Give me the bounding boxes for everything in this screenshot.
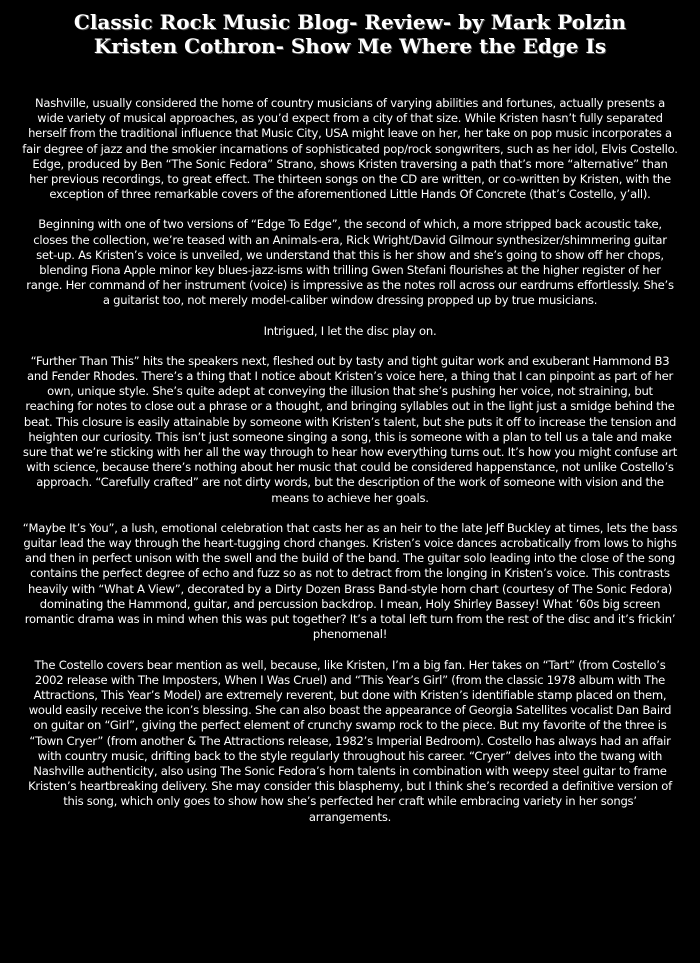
paragraph-costello-covers: The Costello covers bear mention as well, because, like Kristen, I’m a big fan. Her takes on “Tart” (from Costello’s 2002 release with The Imposters, When I Was Cruel) and “This Year’s Girl” (from the classic 1978 album with The Attractions, This Year’s Model) are extremely reverent, but done with Kristen’s identifiable stamp placed on them, would easily receive the icon’s blessing. She can also boast the appearance of Georgia Satellites vocalist Dan Baird on guitar on “Girl”, giving the perfect element of crunchy swamp rock to the piece. But my favorite of the three is “Town Cryer” (from another & The Attractions release, 1982’s Imperial Bedroom). Costello has always had an affair with country music, drifting back to the style regularly throughout his career. “Cryer” delves into the twang with Nashville authenticity, also using The Sonic Fedora’s horn talents in combination with weepy steel guitar to frame Kristen’s heartbreaking delivery. She may consider this blasphemy, but I think she’s recorded a definitive version of this song, which only goes to show how she’s perfected her craft while embracing variety in her songs’ arrangements. <box>28 657 672 824</box>
paragraph-intro: Nashville, usually considered the home of country musicians of varying abilities and fortunes, actually presents a wide variety of musical approaches, as you’d expect from a city of that size. While Kristen hasn’t fully separated herself from the traditional influence that Music City, USA might leave on her, her take on pop music incorporates a fair degree of jazz and the smokier incarnations of sophisticated pop/rock songwriters, such as her idol, Elvis Costello. Edge, produced by Ben “The Sonic Fedora” Strano, shows Kristen traversing a path that’s more “alternative” than her previous recordings, to great effect. The thirteen songs on the CD are written, or co-written by Kristen, with the exception of three remarkable covers of the aforementioned Little Hands Of Concrete (that’s Costello, y’all). <box>22 96 678 202</box>
paragraph-edge-to-edge: Beginning with one of two versions of “Edge To Edge”, the second of which, a more stripped back acoustic take, closes the collection, we’re teased with an Animals-era, Rick Wright/David Gilmour synthesizer/shimmering guitar set-up. As Kristen’s voice is unveiled, we understand that this is her show and she’s going to show off her chops, blending Fiona Apple minor key blues-jazz-isms with trilling Gwen Stefani flourishes at the higher register of her range. Her command of her instrument (voice) is impressive as the notes roll across our eardrums effortlessly. She’s a guitarist too, not merely model-caliber window dressing propped up by true musicians. <box>26 217 674 308</box>
review-body <box>22 96 678 840</box>
paragraph-intrigued: Intrigued, I let the disc play on. <box>263 323 437 338</box>
page-title <box>0 10 700 58</box>
paragraph-further-than-this: “Further Than This” hits the speakers next, fleshed out by tasty and tight guitar work and exuberant Hammond B3 and Fender Rhodes. There’s a thing that I notice about Kristen’s voice here, a thing that I can pinpoint as part of her own, unique style. She’s quite adept at conveying the illusion that she’s pushing her voice, not straining, but reaching for notes to close out a phrase or a thought, and bringing syllables out in the light just a smidge behind the beat. This closure is easily attainable by someone with Kristen’s talent, but she puts it off to increase the tension and heighten our curiosity. This isn’t just someone singing a song, this is someone with a plan to tell us a tale and make sure that we’re sticking with her all the way through to hear how everything turns out. It’s how you might confuse art with science, because there’s nothing about her music that could be considered happenstance, not unlike Costello’s approach. “Carefully crafted” are not dirty words, but the description of the work of someone with vision and the means to achieve her goals. <box>22 353 678 505</box>
title-line-album: Kristen Cothron- Show Me Where the Edge Is <box>93 34 607 58</box>
paragraph-maybe-its-you: “Maybe It’s You”, a lush, emotional celebration that casts her as an heir to the late Jeff Buckley at times, lets the bass guitar lead the way through the heart-tugging chord changes. Kristen’s voice dances acrobatically from lows to highs and then in perfect unison with the swell and the build of the band. The guitar solo leading into the close of the song contains the perfect degree of echo and fuzz so as not to detract from the longing in Kristen’s voice. This contrasts heavily with “What A View”, decorated by a Dirty Dozen Brass Band-style horn chart (courtesy of The Sonic Fedora) dominating the Hammond, guitar, and percussion backdrop. I mean, Holy Shirley Bassey! What ’60s big screen romantic drama was in mind when this was put together? It’s a total left turn from the rest of the disc and it’s frickin’ phenomenal! <box>22 520 678 642</box>
title-line-blog-review: Classic Rock Music Blog- Review- by Mark Polzin <box>73 10 627 34</box>
